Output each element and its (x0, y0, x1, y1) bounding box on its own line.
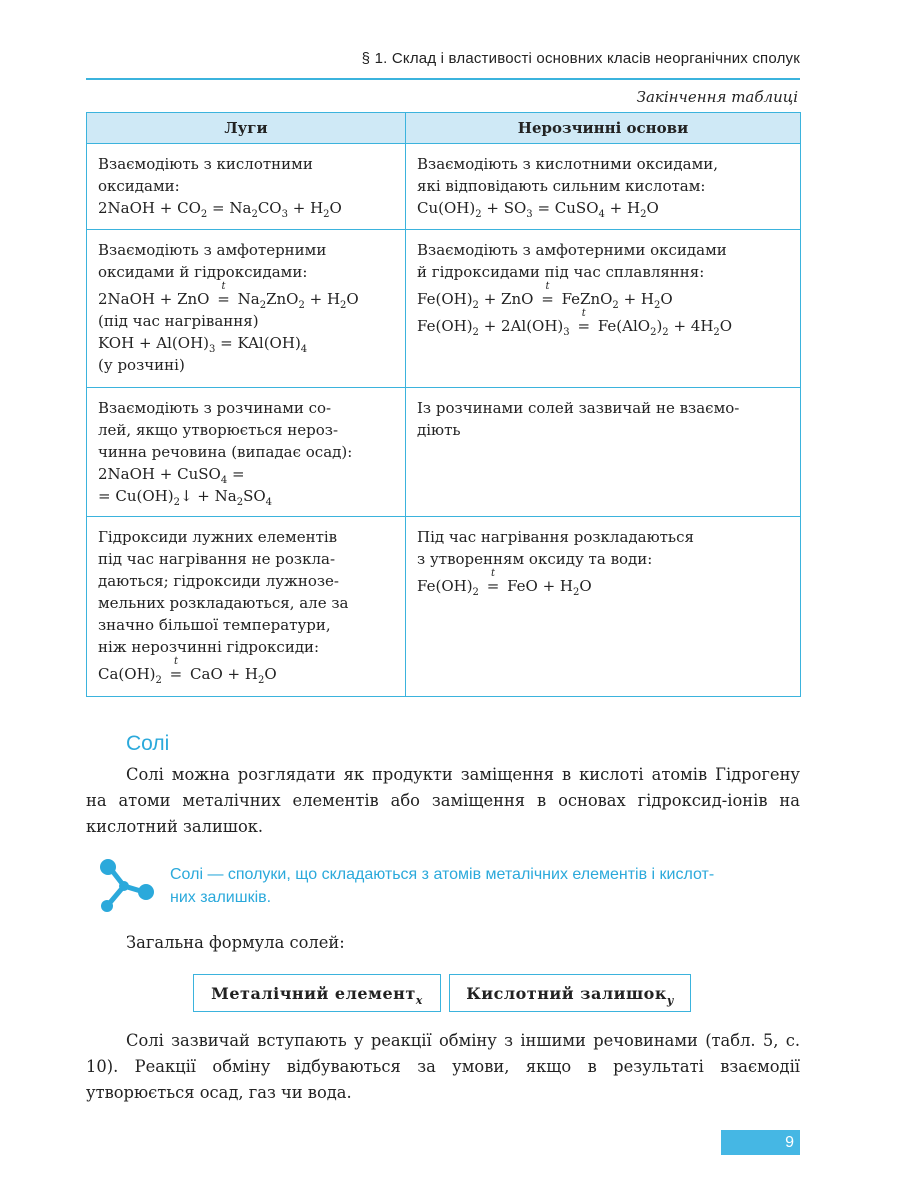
table-row (87, 144, 801, 230)
table-cell: Взаємодіють з амфотерними оксидами й гідроксидами під час сплавляння: $Fe(OH)_2$ + ZnO = t FeZnO$_2$ + $H_2O$ $Fe(OH)_2 + 2Al(OH)_3$ = t $Fe(AlO_2)_2 + 4H_2O$ (406, 230, 801, 388)
formula-acid-residue: Кислотний залишок$_y$ (449, 974, 691, 1012)
page-number: 9 (721, 1130, 800, 1155)
table-cell: Взаємодіють з кислотними оксидами, які відповідають сильним кислотам: $Cu(OH)_2 + SO_3$ = CuSO$_4$ + $H_2O$ (406, 144, 801, 230)
formula-label: Загальна формула солей: (126, 933, 345, 952)
definition: Солі — сполуки, що складаються з атомів металічних елементів і кислот- них залишків. (170, 866, 715, 906)
table-row (87, 388, 801, 517)
paragraph-exchange: Солі зазвичай вступають у реакції обміну з іншими речовинами (табл. 5, с. 10). Реакції обміну відбуваються за умови, якщо в результаті взаємодії утворюється осад, газ чи вода. (86, 1031, 800, 1102)
table-cell: Із розчинами солей зазвичай не взаємо- діють (406, 388, 801, 517)
equation: 2NaOH + $CO_2 = Na_2CO_3 + H_2O$ (98, 199, 342, 220)
equation: KOH + $Al(OH)_3 = KAl(OH)_4$ (98, 334, 308, 355)
molecule-icon (96, 858, 156, 914)
table-row (87, 517, 801, 697)
table-header-row (87, 113, 801, 144)
equation: 2NaOH + CuSO$_4$ = (98, 465, 245, 486)
equation: $Ca(OH)_2$ = t CaO + $H_2O$ (98, 656, 277, 686)
equation: $Fe(OH)_2$ + ZnO = t FeZnO$_2$ + $H_2O$ (417, 281, 673, 311)
equation: = $Cu(OH)_2↓ + Na_2SO_4$ (98, 487, 273, 508)
table-cell: Взаємодіють з кислотними оксидами: 2NaOH + $CO_2 = Na_2CO_3 + H_2O$ (87, 144, 406, 230)
table-cell: Під час нагрівання розкладаються з утворенням оксиду та води: $Fe(OH)_2$ = t FeO + $H_2O$ (406, 517, 801, 697)
table-caption: Закінчення таблиці (636, 88, 798, 106)
equation: $Cu(OH)_2 + SO_3$ = CuSO$_4$ + $H_2O$ (417, 199, 659, 220)
equation: $Fe(OH)_2$ = t FeO + $H_2O$ (417, 568, 592, 598)
bases-table (86, 112, 801, 697)
section-title: Солі (126, 732, 170, 755)
equation: $Fe(OH)_2 + 2Al(OH)_3$ = t $Fe(AlO_2)_2 + 4H_2O$ (417, 308, 733, 338)
running-header: § 1. Склад і властивості основних класів неорганічних сполук (361, 50, 800, 67)
formula-metal-element: Металічний елемент$_x$ (193, 974, 441, 1012)
header-rule (86, 78, 800, 80)
table-row (87, 230, 801, 388)
column-header-alkalis: Луги (87, 113, 406, 144)
paragraph-intro: Солі можна розглядати як продукти заміщення в кислоті атомів Гідрогену на атоми металічних елементів або заміщення в основах гідроксид-іонів на кислотний залишок. (86, 765, 800, 836)
column-header-insoluble-bases: Нерозчинні основи (406, 113, 801, 144)
equation: 2NaOH + ZnO = t $Na_2ZnO_2 + H_2O$ (98, 281, 359, 311)
table-cell: Взаємодіють з амфотерними оксидами й гідроксидами: 2NaOH + ZnO = t $Na_2ZnO_2 + H_2O$ (під час нагрівання) KOH + $Al(OH)_3 = KAl(OH)_4$ (у розчині) (87, 230, 406, 388)
table-cell: Взаємодіють з розчинами со- лей, якщо утворюється нероз- чинна речовина (випадає осад): 2NaOH + CuSO$_4$ = = $Cu(OH)_2↓ + Na_2SO_4$ (87, 388, 406, 517)
table-cell: Гідроксиди лужних елементів під час нагрівання не розкла- даються; гідроксиди лужнозе- мельних розкладаються, але за значно більшої температури, ніж нерозчинні гідроксиди: $Ca(OH)_2$ = t CaO + $H_2O$ (87, 517, 406, 697)
